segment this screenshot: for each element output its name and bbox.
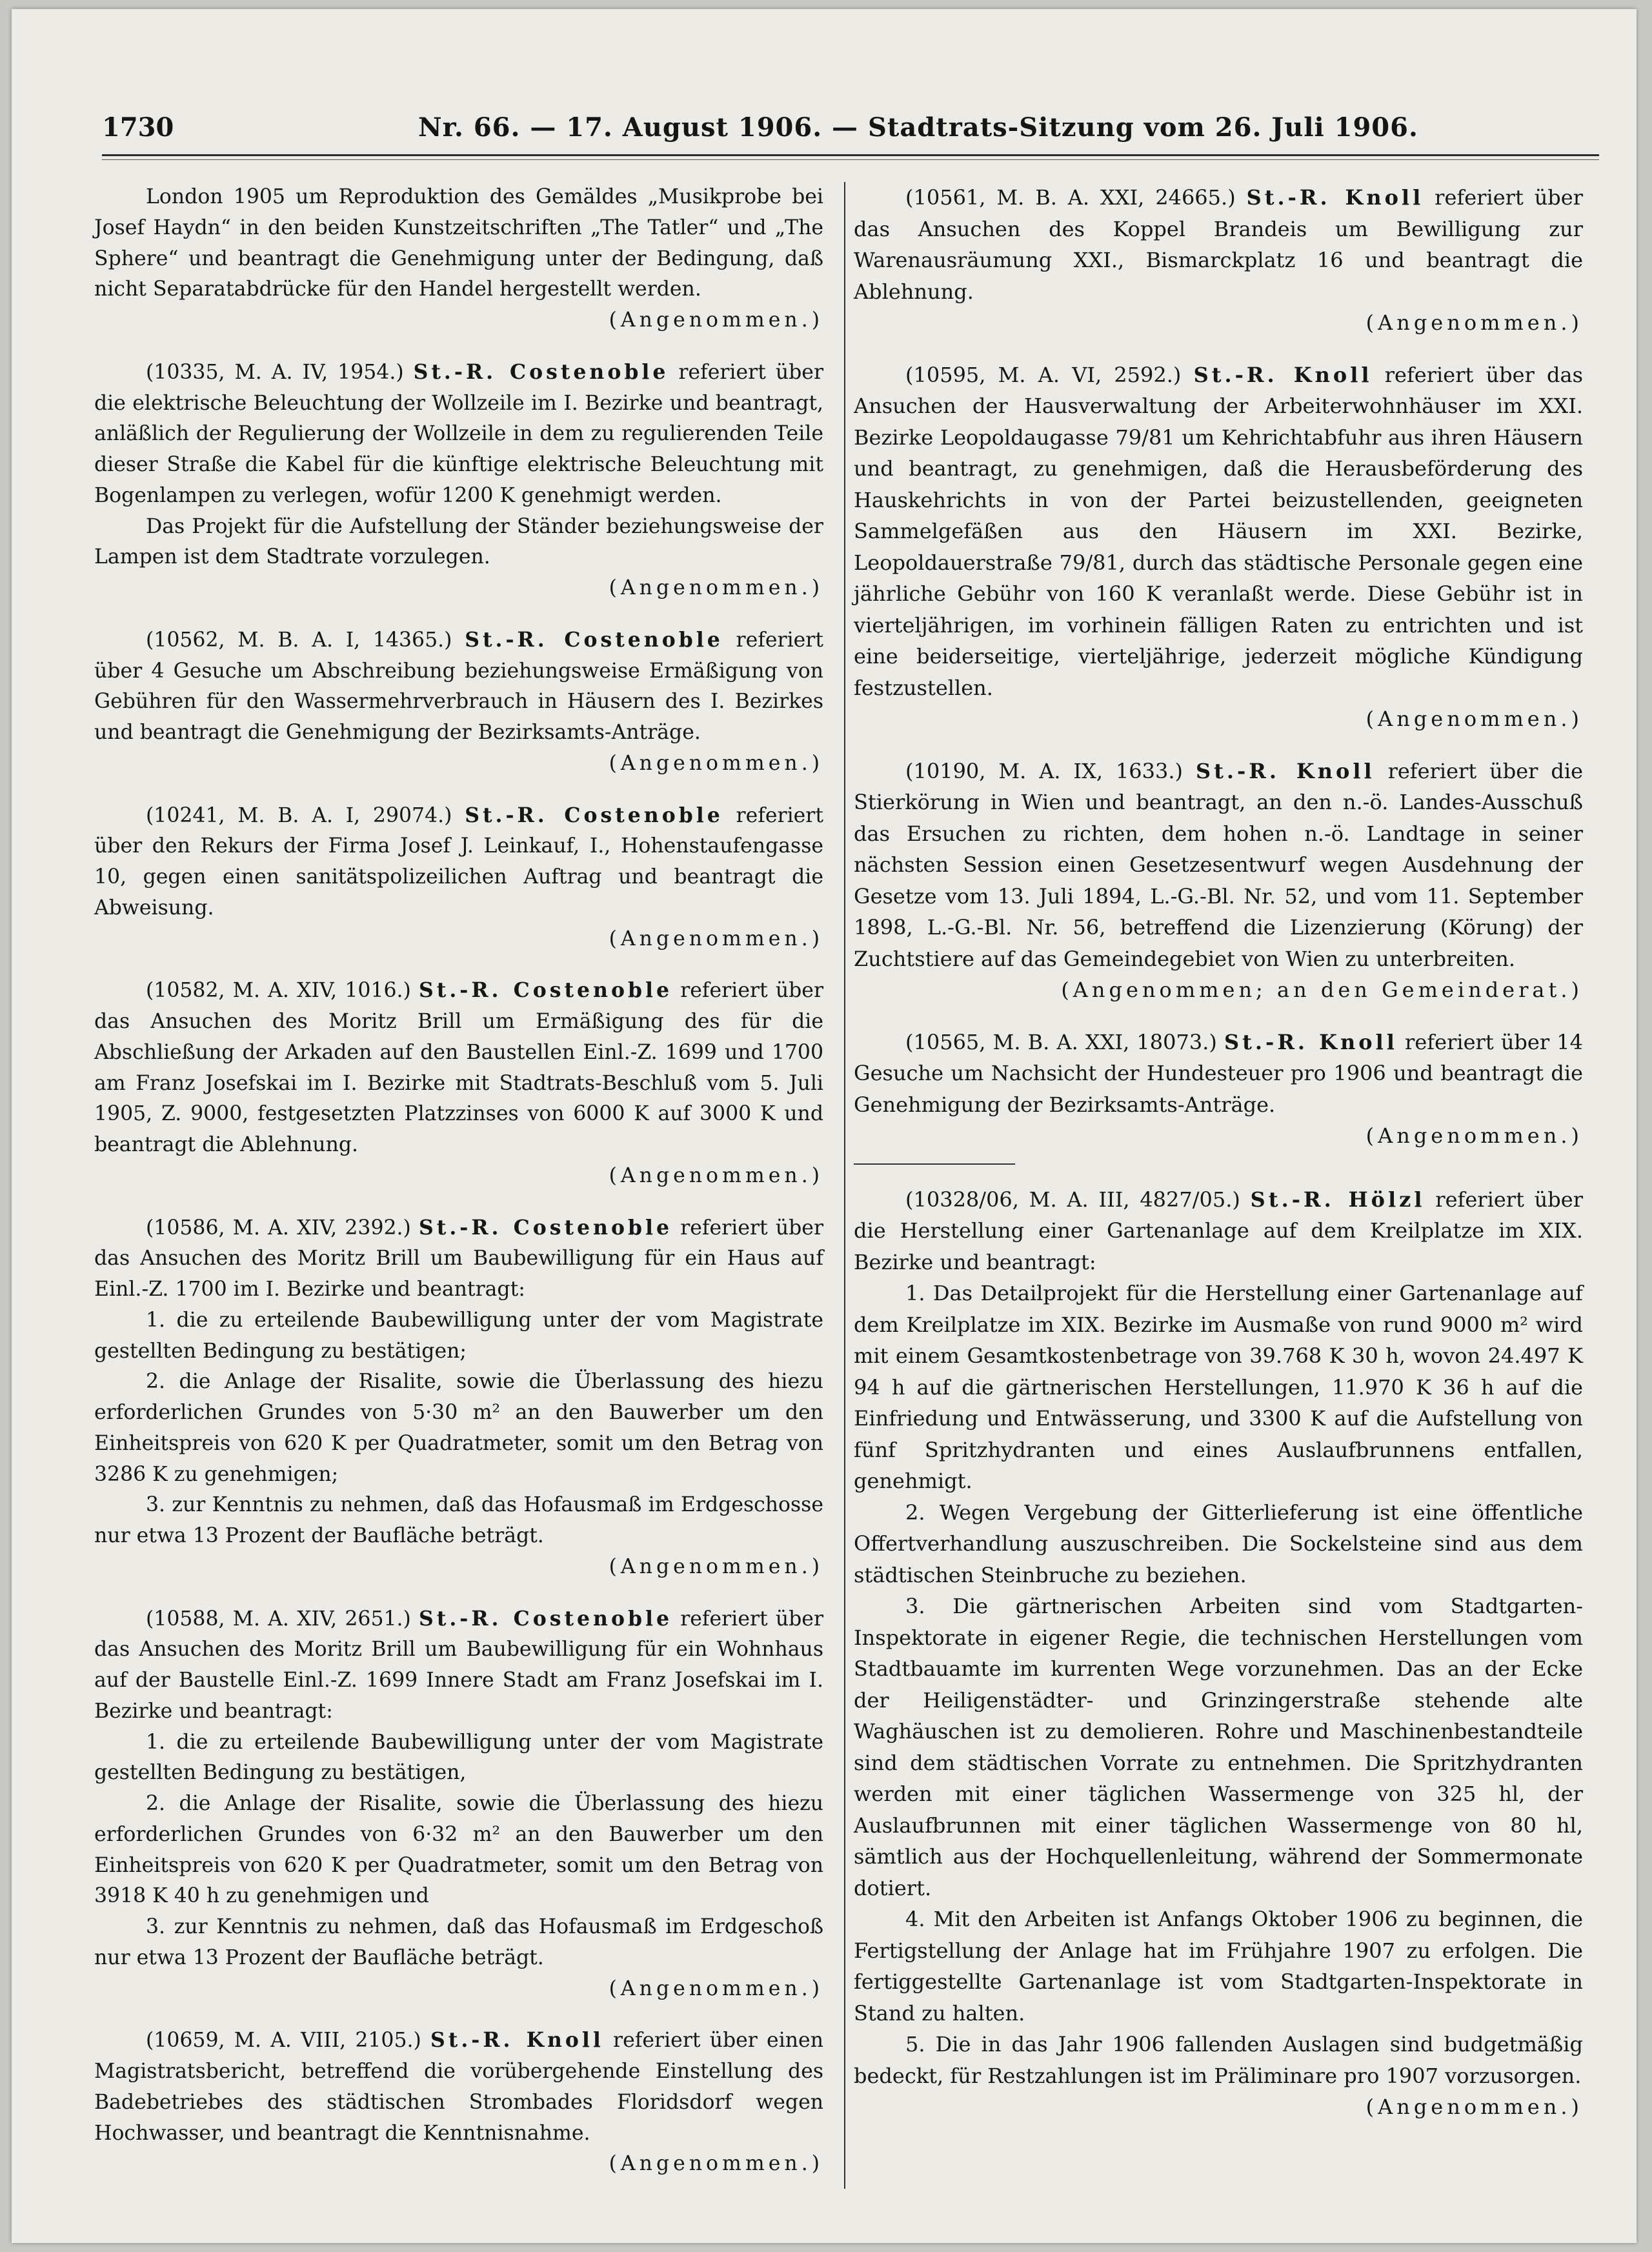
entry-line: referiert über die elektrische Beleuchtung der Wollzeile im I. Bezirke und beantragt, anläßlich der Regulierung der Wollzeile in dem zu regulierenden Teile dieser Straße die Kabel für die künftige elektrische Beleuchtung mit Bogenlampen zu verlegen, wofür 1200 K genehmigt werden. [94, 360, 823, 507]
entry-line: 2. die Anlage der Risalite, sowie die Überlassung des hiezu erforderlichen Grundes von 6·32 m² an den Bauwerber um den Einheitspreis von 620 K per Quadratmeter, somit um den Betrag von 3918 K 40 h zu genehmigen und [94, 1792, 823, 1908]
entry-speaker: St.-R. Costenoble [419, 1606, 672, 1631]
entry-status: (Angenommen.) [609, 2152, 823, 2176]
entry-text [854, 359, 1583, 704]
entry-line: 4. Mit den Arbeiten ist Anfangs Oktober 1906 zu beginnen, die Fertigstellung der Anlage hat im Frühjahre 1907 zu erfolgen. Die fertiggestellte Gartenanlage ist vom Stadtgarten-Inspektorate in Stand zu halten. [854, 1907, 1583, 2026]
minutes-entry [854, 756, 1583, 1006]
entry-speaker: St.-R. Knoll [430, 2028, 604, 2053]
entry-text [94, 1212, 823, 1305]
entry-line: referiert über das Ansuchen des Moritz Brill um Ermäßigung des für die Abschließung der Arkaden auf den Baustellen Einl.-Z. 1699 und 1700 am Franz Josefskai im I. Bezirke mit Stadtrats-Beschluß vom 5. Juli 1905, Z. 9000, festgesetzten Platzzinses von 6000 K auf 3000 K und beantragt die Ablehnung. [94, 979, 824, 1156]
entry-speaker: St.-R. Knoll [1195, 758, 1375, 783]
entry-status: (Angenommen.) [1365, 2095, 1583, 2119]
entry-separator [854, 339, 1015, 359]
minutes-entry [94, 182, 823, 336]
entry-text [854, 182, 1583, 307]
entry-line: 1. Das Detailprojekt für die Herstellung einer Gartenanlage auf dem Kreilplatze im XIX. Bezirke im Ausmaße von rund 9000 m² wird mit einem Gesamtkostenbetrage von 39.768 K 30 h, wovon 24.497 K 94 h auf die gärtnerischen Herstellungen, 11.970 K 36 h auf die Einfriedung und Entwässerung, und 3300 K auf die Aufstellung von fünf Spritzhydranten und eines Auslaufbrunnens entfallen, genehmigt. [854, 1281, 1583, 1493]
entry-reference: (10335, M. A. IV, 1954.) [146, 360, 404, 384]
entry-text [94, 625, 823, 749]
entry-reference: (10659, M. A. VIII, 2105.) [146, 2029, 421, 2053]
minutes-entry [94, 625, 823, 779]
entry-text [94, 357, 823, 512]
entry-separator [94, 1192, 256, 1212]
entry-item [854, 1904, 1583, 2029]
entry-line: 2. die Anlage der Risalite, sowie die Überlassung des hiezu erforderlichen Grundes von 5·30 m² an den Bauwerber um den Einheitspreis von 620 K per Quadratmeter, somit um den Betrag von 3286 K zu genehmigen; [94, 1370, 823, 1486]
entry-speaker: St.-R. Costenoble [465, 627, 723, 652]
entry-item [94, 1912, 823, 1974]
entry-text [854, 1027, 1583, 1121]
entry-line: referiert über das Ansuchen der Hausverwaltung der Arbeiterwohnhäuser im XXI. Bezirke Leopoldaugasse 79/81 um Kehrichtabfuhr aus ihren Häusern und beantragt, zu genehmigen, daß die Herausbeförderung des Hauskehrichts in von der Partei beizustellenden, geeigneten Sammelgefäßen aus den Häusern im XXI. Bezirke, Leopoldauerstraße 79/81, durch das städtische Personale gegen eine jährliche Gebühr von 160 K veranlaßt werde. Diese Gebühr ist in vierteljährigen, im vorhinein fälligen Raten zu entrichten und ist eine beiderseitige, vierteljährige, jederzeit mögliche Kündigung festzustellen. [854, 362, 1584, 700]
entry-speaker: St.-R. Costenoble [419, 978, 672, 1003]
entry-line: 3. Die gärtnerischen Arbeiten sind vom Stadtgarten-Inspektorate in eigener Regie, die technischen Herstellungen vom Stadtbauamte im kurrenten Wege vorzunehmen. Das an der Ecke der Heiligenstädter- und Grinzingerstraße stehende alte Waghäuschen ist zu demolieren. Rohre und Maschinenbestandteile sind dem städtischen Vorrate zu entnehmen. Die Spritzhydranten werden mit einer täglichen Wassermenge von 325 hl, der Auslaufbrunnen mit einer täglichen Wassermenge von 80 hl, sämtlich aus der Hochquellenleitung, während der Sommermonate dotiert. [854, 1594, 1583, 1900]
entry-separator [94, 2004, 256, 2025]
entry-separator [854, 1163, 1015, 1165]
entry-speaker: St.-R. Knoll [1224, 1029, 1398, 1054]
entry-line: referiert über einen Magistratsbericht, betreffend die vorübergehende Einstellung des Badebetriebes des städtischen Strombades Floridsdorf wegen Hochwasser, und beantragt die Kenntnisnahme. [94, 2029, 823, 2145]
header-rule-thin [102, 159, 1599, 160]
entry-speaker: St.-R. Knoll [1246, 185, 1424, 210]
minutes-entry [854, 1184, 1583, 2123]
entry-status: (Angenommen.) [609, 751, 823, 775]
entry-separator [854, 735, 1015, 756]
entry-line: referiert über die Stierkörung in Wien und beantragt, an den n.-ö. Landes-Ausschuß das Ersuchen zu richten, dem hohen n.-ö. Landtage in seiner nächsten Session einen Gesetzesentwurf wegen Ausdehnung der Gesetze vom 13. Juli 1894, L.-G.-Bl. Nr. 52, und vom 11. September 1898, L.-G.-Bl. Nr. 56, betreffend die Lizenzierung (Körung) der Zuchtstiere auf das Gemeindegebiet von Wien zu unterbreiten. [854, 758, 1584, 971]
entry-status: (Angenommen.) [609, 1976, 823, 2000]
left-column [94, 182, 823, 2180]
minutes-entry [94, 800, 823, 955]
entry-text [94, 1604, 823, 1727]
entry-speaker: St.-R. Costenoble [419, 1215, 672, 1240]
entry-line: 1. die zu erteilende Baubewilligung unter der vom Magistrate gestellten Bedingung zu bestätigen; [94, 1308, 823, 1363]
newspaper-page [12, 9, 1637, 2243]
entry-reference: (10190, M. A. IX, 1633.) [905, 758, 1184, 783]
entry-reference: (10582, M. A. XIV, 1016.) [146, 979, 411, 1003]
minutes-entry [94, 975, 823, 1191]
entry-status: (Angenommen.) [1365, 1123, 1583, 1148]
running-title: Nr. 66. — 17. August 1906. — Stadtrats-Sitzung vom 26. Juli 1906. [418, 112, 1418, 143]
entry-reference: (10328/06, M. A. III, 4827/05.) [905, 1187, 1240, 1212]
entry-reference: (10588, M. A. XIV, 2651.) [146, 1607, 411, 1631]
entry-line: referiert über den Rekurs der Firma Josef J. Leinkauf, I., Hohenstaufengasse 10, gegen einen sanitätspolizeilichen Auftrag und beantragt die Abweisung. [94, 803, 824, 920]
entry-line: referiert über die Herstellung einer Gartenanlage auf dem Kreilplatze im XIX. Bezirke und beantragt: [854, 1187, 1584, 1274]
entry-reference: (10241, M. B. A. I, 29074.) [146, 803, 452, 827]
right-column [854, 182, 1583, 2123]
entry-separator [854, 1006, 1015, 1027]
entry-item [94, 512, 823, 574]
minutes-entry [854, 182, 1583, 339]
entry-line: 3. zur Kenntnis zu nehmen, daß das Hofausmaß im Erdgeschosse nur etwa 13 Prozent der Baufläche beträgt. [94, 1493, 823, 1547]
entry-text [94, 975, 823, 1161]
entry-line: referiert über 14 Gesuche um Nachsicht der Hundesteuer pro 1906 und beantragt die Genehmigung der Bezirksamts-Anträge. [854, 1029, 1584, 1117]
entry-speaker: St.-R. Knoll [1193, 362, 1373, 387]
entry-status: (Angenommen; an den Gemeinderat.) [1061, 978, 1583, 1002]
entry-text [94, 800, 823, 924]
entry-reference: (10562, M. B. A. I, 14365.) [146, 628, 452, 652]
entry-reference: (10586, M. A. XIV, 2392.) [146, 1216, 411, 1240]
entry-separator [94, 779, 256, 800]
entry-item [94, 1789, 823, 1912]
entry-reference: (10561, M. B. A. XXI, 24665.) [905, 185, 1236, 210]
entry-line: referiert über das Ansuchen des Moritz Brill um Baubewilligung für ein Haus auf Einl.-Z. 1700 im I. Bezirke und beantragt: [94, 1216, 824, 1301]
column-divider [844, 182, 845, 2189]
entry-reference: (10565, M. B. A. XXI, 18073.) [905, 1029, 1217, 1054]
entry-status: (Angenommen.) [609, 1163, 823, 1187]
entry-separator [94, 954, 256, 975]
header-rule [102, 154, 1599, 156]
entry-line: 1. die zu erteilende Baubewilligung unter der vom Magistrate gestellten Bedingung zu bestätigen, [94, 1730, 823, 1785]
entry-line: referiert über das Ansuchen des Moritz Brill um Baubewilligung für ein Wohnhaus auf der Baustelle Einl.-Z. 1699 Innere Stadt am Franz Josefskai im I. Bezirke und beantragt: [94, 1607, 824, 1723]
entry-line: 2. Wegen Vergebung der Gitterlieferung ist eine öffentliche Offertverhandlung auszuschreiben. Die Sockelsteine sind aus dem städtischen Steinbruche zu beziehen. [854, 1500, 1583, 1587]
minutes-entry [854, 359, 1583, 735]
minutes-entry [94, 1212, 823, 1583]
entry-line: 5. Die in das Jahr 1906 fallenden Auslagen sind budgetmäßig bedeckt, für Restzahlungen ist im Präliminare pro 1907 vorzusorgen. [854, 2032, 1583, 2088]
entry-text [94, 2025, 823, 2149]
entry-status: (Angenommen.) [609, 1554, 823, 1578]
page-header [102, 112, 1599, 151]
entry-separator [94, 336, 256, 357]
page-number: 1730 [102, 112, 174, 143]
entry-status: (Angenommen.) [1365, 310, 1583, 335]
entry-line: Das Projekt für die Aufstellung der Ständer beziehungsweise der Lampen ist dem Stadtrate vorzulegen. [94, 514, 823, 569]
entry-item [94, 1490, 823, 1552]
entry-text [854, 1184, 1583, 1278]
entry-line: referiert über das Ansuchen des Koppel Brandeis um Bewilligung zur Warenausräumung XXI., Bismarckplatz 16 und beantragt die Ablehnung. [854, 185, 1584, 304]
entry-text [94, 182, 823, 305]
entry-status: (Angenommen.) [609, 927, 823, 950]
entry-line: 3. zur Kenntnis zu nehmen, daß das Hofausmaß im Erdgeschoß nur etwa 13 Prozent der Baufläche beträgt. [94, 1915, 823, 1969]
entry-reference: (10595, M. A. VI, 2592.) [905, 362, 1182, 387]
entry-separator [94, 604, 256, 625]
minutes-entry [94, 2025, 823, 2180]
entry-status: (Angenommen.) [609, 308, 823, 332]
minutes-entry [94, 1604, 823, 2005]
entry-text [854, 756, 1583, 975]
entry-status: (Angenommen.) [609, 576, 823, 599]
entry-speaker: St.-R. Costenoble [465, 803, 723, 827]
entry-status: (Angenommen.) [1365, 707, 1583, 731]
minutes-entry [854, 1027, 1583, 1152]
entry-line: referiert über 4 Gesuche um Abschreibung beziehungsweise Ermäßigung von Gebühren für den Wassermehrverbrauch in Häusern des I. Bezirkes und beantragt die Genehmigung der Bezirksamts-Anträge. [94, 628, 824, 744]
entry-item [854, 1497, 1583, 1591]
entry-item [854, 1278, 1583, 1497]
minutes-entry [94, 357, 823, 604]
entry-item [94, 1727, 823, 1789]
entry-item [94, 1367, 823, 1490]
entry-item [94, 1305, 823, 1367]
entry-item [854, 2029, 1583, 2091]
entry-line: London 1905 um Reproduktion des Gemäldes „Musikprobe bei Josef Haydn“ in den beiden Kunstzeitschriften „The Tatler“ und „The Sphere“ und beantragt die Genehmigung unter der Bedingung, daß nicht Separatabdrücke für den Handel hergestellt werden. [94, 185, 823, 301]
entry-speaker: St.-R. Costenoble [413, 359, 669, 384]
entry-item [854, 1591, 1583, 1904]
entry-separator [94, 1583, 256, 1604]
entry-speaker: St.-R. Hölzl [1250, 1187, 1425, 1212]
